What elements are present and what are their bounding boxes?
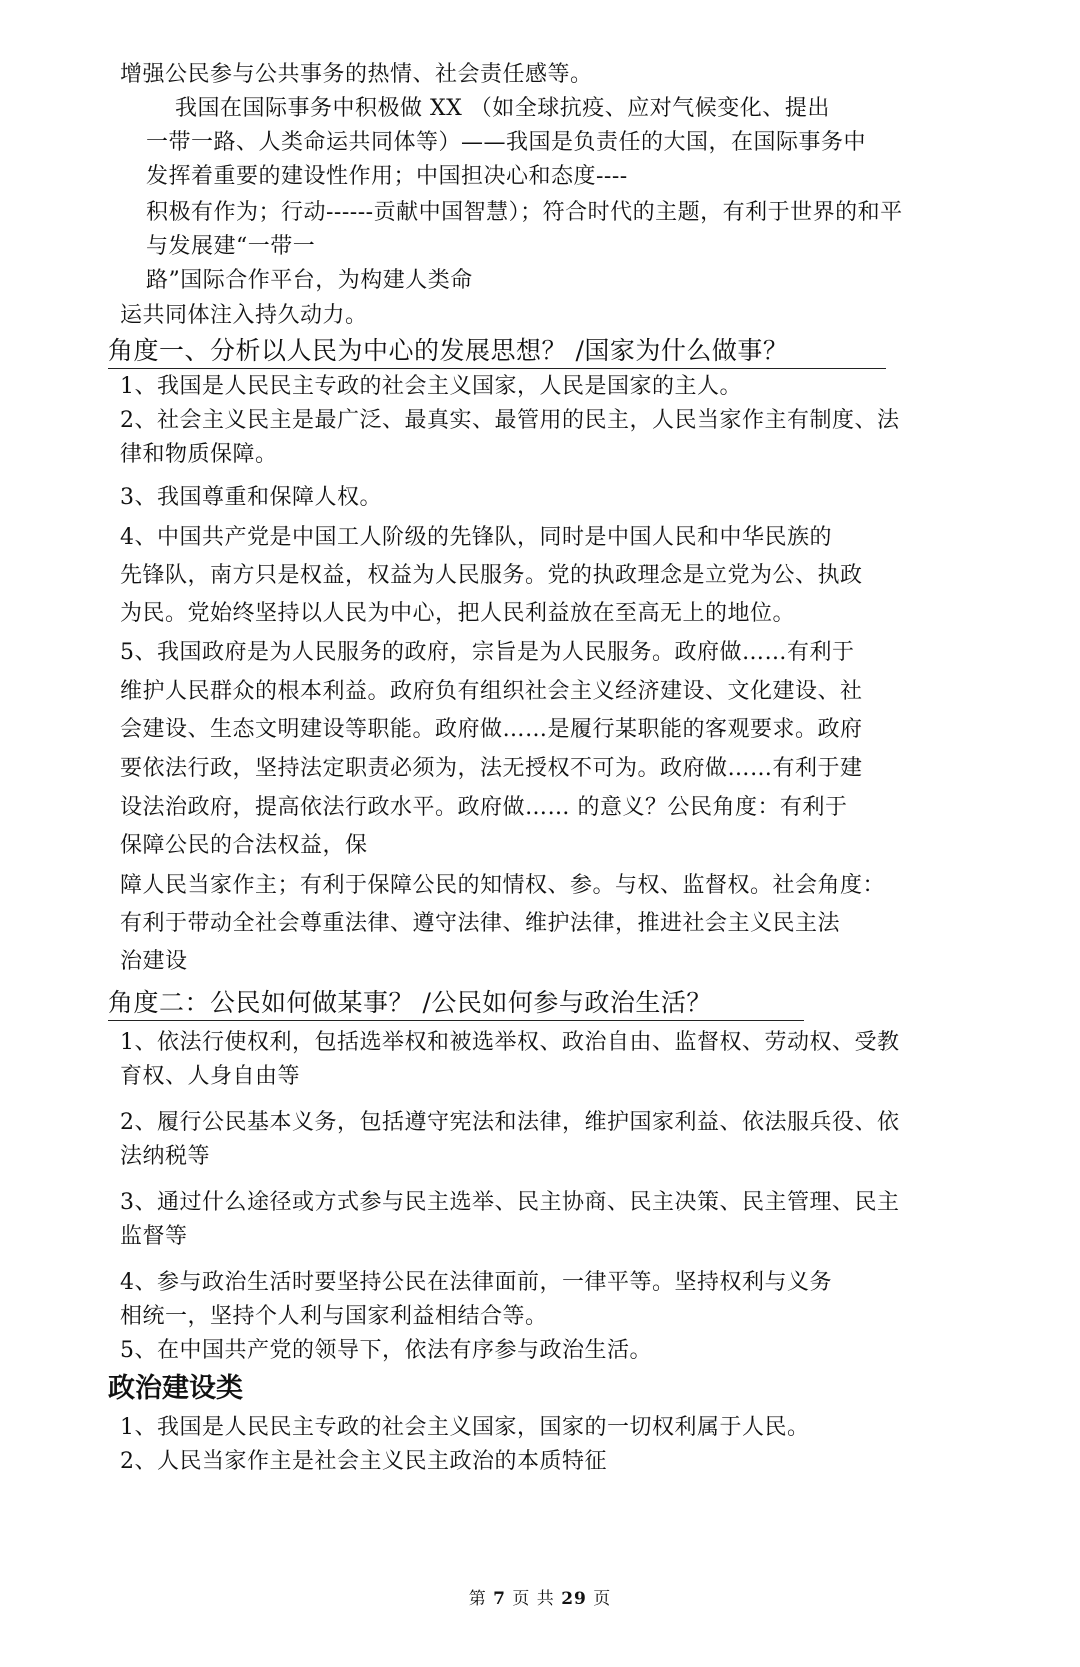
angle1-line: 治建设 xyxy=(120,949,188,974)
angle1-line: 4、中国共产党是中国工人阶级的先锋队，同时是中国人民和中华民族的 xyxy=(120,525,832,550)
intro-line: 我国在国际事务中积极做 XX （如全球抗疫、应对气候变化、提出 xyxy=(175,96,830,121)
total-pages: 29 xyxy=(561,1589,587,1609)
angle2-line: 相统一，坚持个人利与国家利益相结合等。 xyxy=(120,1304,548,1329)
angle1-line: 为民。党始终坚持以人民为中心，把人民利益放在至高无上的地位。 xyxy=(120,601,796,626)
angle1-line: 1、我国是人民民主专政的社会主义国家，人民是国家的主人。 xyxy=(120,374,742,399)
angle2-line: 监督等 xyxy=(120,1224,188,1249)
angle1-line: 会建设、生态文明建设等职能。政府做……是履行某职能的客观要求。政府 xyxy=(120,717,863,742)
footer-suffix: 页 xyxy=(593,1589,612,1609)
angle1-line: 设法治政府，提高依法行政水平。政府做…… 的意义？公民角度：有利于 xyxy=(120,795,848,820)
angle2-line: 3、通过什么途径或方式参与民主选举、民主协商、民主决策、民主管理、民主 xyxy=(120,1190,900,1215)
angle2-line: 4、参与政治生活时要坚持公民在法律面前，一律平等。坚持权利与义务 xyxy=(120,1270,832,1295)
angle1-line: 障人民当家作主；有利于保障公民的知情权、参。与权、监督权。社会角度： xyxy=(120,873,886,898)
angle1-line: 先锋队，南方只是权益，权益为人民服务。党的执政理念是立党为公、执政 xyxy=(120,563,863,588)
intro-line: 积极有作为；行动------贡献中国智慧）；符合时代的主题，有利于世界的和平 xyxy=(146,200,903,225)
angle1-line: 有利于带动全社会尊重法律、遵守法律、维护法律，推进社会主义民主法 xyxy=(120,911,841,936)
page-footer xyxy=(0,1589,1080,1609)
angle2-line: 5、在中国共产党的领导下，依法有序参与政治生活。 xyxy=(120,1338,652,1363)
angle1-heading: 角度一、分析以人民为中心的发展思想？ /国家为什么做事？ xyxy=(108,336,886,369)
angle1-line: 5、我国政府是为人民服务的政府，宗旨是为人民服务。政府做……有利于 xyxy=(120,640,855,665)
angle2-line: 2、履行公民基本义务，包括遵守宪法和法律，维护国家利益、依法服兵役、依 xyxy=(120,1110,900,1135)
section-title: 政治建设类 xyxy=(108,1373,243,1404)
footer-prefix: 第 xyxy=(468,1589,487,1609)
political-line: 1、我国是人民民主专政的社会主义国家，国家的一切权利属于人民。 xyxy=(120,1415,810,1440)
intro-line: 运共同体注入持久动力。 xyxy=(120,303,368,328)
intro-line: 发挥着重要的建设性作用；中国担决心和态度---- xyxy=(146,164,628,189)
angle2-line: 育权、人身自由等 xyxy=(120,1064,301,1089)
angle2-line: 法纳税等 xyxy=(120,1144,211,1169)
angle2-heading: 角度二：公民如何做某事？ /公民如何参与政治生活？ xyxy=(108,988,804,1021)
political-line: 2、人民当家作主是社会主义民主政治的本质特征 xyxy=(120,1449,607,1474)
intro-line: 路”国际合作平台，为构建人类命 xyxy=(146,268,473,293)
page-number: 7 xyxy=(493,1589,506,1609)
intro-line: 增强公民参与公共事务的热情、社会责任感等。 xyxy=(120,62,593,87)
angle1-line: 要依法行政，坚持法定职责必须为，法无授权不可为。政府做……有利于建 xyxy=(120,756,863,781)
angle1-line: 律和物质保障。 xyxy=(120,442,278,467)
angle2-line: 1、依法行使权利，包括选举权和被选举权、政治自由、监督权、劳动权、受教 xyxy=(120,1030,900,1055)
angle1-line: 维护人民群众的根本利益。政府负有组织社会主义经济建设、文化建设、社 xyxy=(120,679,863,704)
angle1-line: 2、社会主义民主是最广泛、最真实、最管用的民主，人民当家作主有制度、法 xyxy=(120,408,900,433)
angle1-line: 3、我国尊重和保障人权。 xyxy=(120,485,382,510)
intro-line: 与发展建“一带一 xyxy=(146,234,316,259)
intro-line: 一带一路、人类命运共同体等）——我国是负责任的大国，在国际事务中 xyxy=(146,130,867,155)
footer-middle: 页 共 xyxy=(512,1589,555,1609)
angle1-line: 保障公民的合法权益，保 xyxy=(120,833,368,858)
